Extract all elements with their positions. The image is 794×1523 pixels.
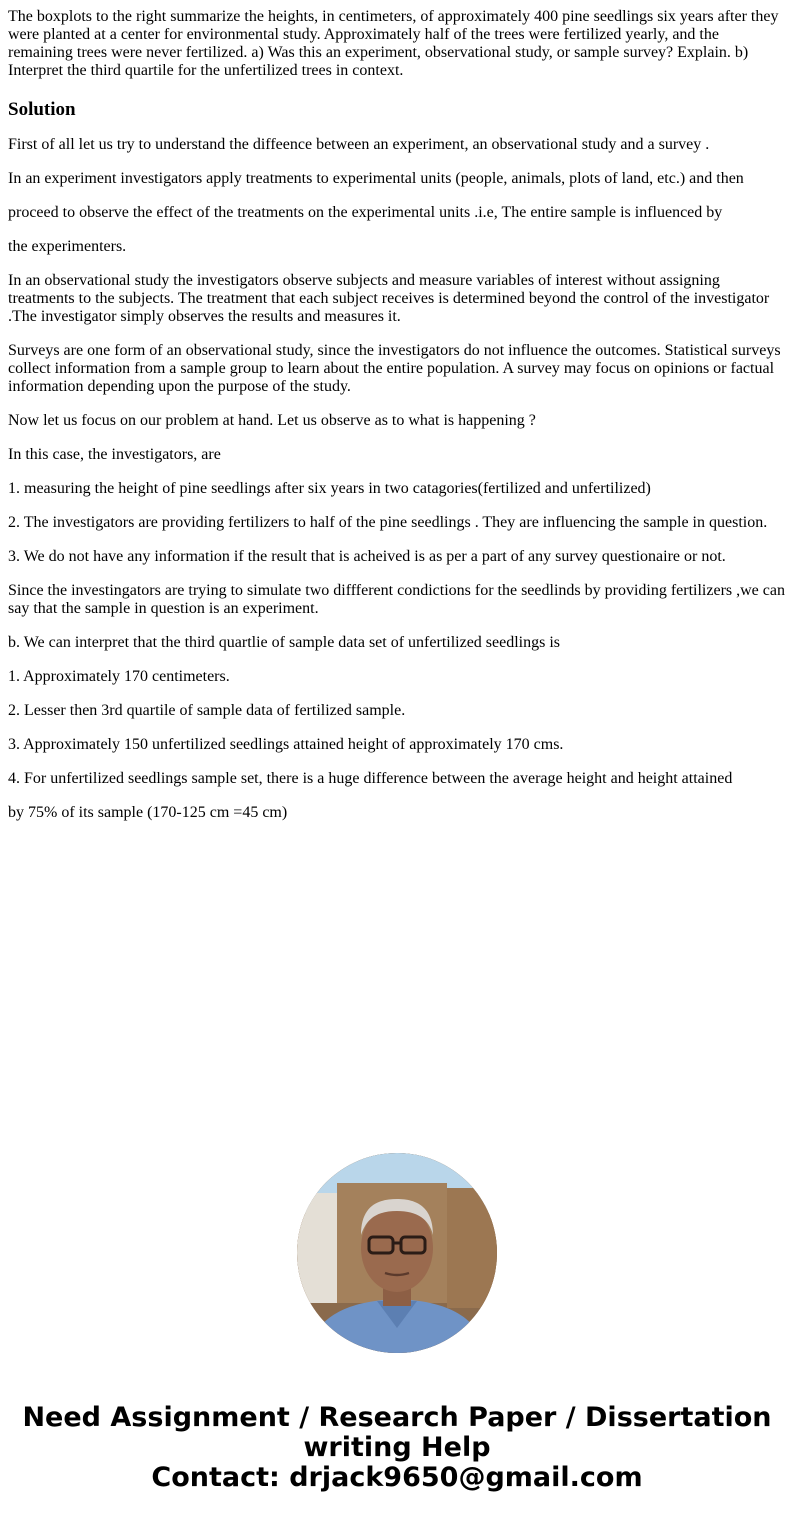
contact-email: Contact: drjack9650@gmail.com — [151, 1462, 643, 1493]
paragraph: In an experiment investigators apply treatments to experimental units (people, animals, plots of land, etc.) and then — [8, 170, 744, 187]
solution-heading: Solution — [8, 99, 76, 120]
paragraph: In this case, the investigators, are — [8, 446, 221, 463]
paragraph: In an observational study the investigators observe subjects and measure variables of interest without assigning treatments to the subjects. The treatment that each subject receives is determined beyond the control of the investigator .The investigator simply observes the results and measures it. — [8, 272, 770, 325]
paragraph: by 75% of its sample (170-125 cm =45 cm) — [8, 804, 288, 821]
list-item: 3. Approximately 150 unfertilized seedlings attained height of approximately 170 cms. — [8, 736, 564, 753]
list-item: 4. For unfertilized seedlings sample set, there is a huge difference between the average height and height attained — [8, 770, 733, 787]
paragraph: Surveys are one form of an observational study, since the investigators do not influence the outcomes. Statistical surveys collect information from a sample group to learn about the entire population. A survey may focus on opinions or factual information depending upon the purpose of the study. — [8, 342, 781, 395]
paragraph: proceed to observe the effect of the treatments on the experimental units .i.e, The entire sample is influenced by — [8, 204, 723, 221]
paragraph: the experimenters. — [8, 238, 127, 255]
promo-line: writing Help — [303, 1432, 491, 1463]
paragraph: Now let us focus on our problem at hand. Let us observe as to what is happening ? — [8, 412, 536, 429]
list-item: 2. The investigators are providing fertilizers to half of the pine seedlings . They are influencing the sample in question. — [8, 514, 768, 531]
paragraph: b. We can interpret that the third quartlie of sample data set of unfertilized seedlings is — [8, 634, 561, 651]
document-body — [8, 8, 786, 838]
paragraph: First of all let us try to understand the diffeence between an experiment, an observational study and a survey . — [8, 136, 710, 153]
list-item: 1. Approximately 170 centimeters. — [8, 668, 230, 685]
author-avatar — [297, 1153, 497, 1353]
list-item: 2. Lesser then 3rd quartile of sample data of fertilized sample. — [8, 702, 406, 719]
portrait-illustration — [297, 1153, 497, 1353]
list-item: 3. We do not have any information if the result that is acheived is as per a part of any survey questionaire or not. — [8, 548, 726, 565]
paragraph: Since the investingators are trying to simulate two diffferent condictions for the seedlinds by providing fertilizers ,we can say that the sample in question is an experiment. — [8, 582, 785, 617]
contact-banner — [0, 1403, 794, 1493]
promo-line: Need Assignment / Research Paper / Dissertation — [22, 1402, 772, 1433]
list-item: 1. measuring the height of pine seedlings after six years in two catagories(fertilized and unfertilized) — [8, 480, 651, 497]
question-text: The boxplots to the right summarize the heights, in centimeters, of approximately 400 pine seedlings six years after they were planted at a center for environmental study. Approximately half of the trees were fertilized yearly, and the remaining trees were never fertilized. a) Was this an experiment, observational study, or sample survey? Explain. b) Interpret the third quartile for the unfertilized trees in context. — [8, 8, 779, 79]
